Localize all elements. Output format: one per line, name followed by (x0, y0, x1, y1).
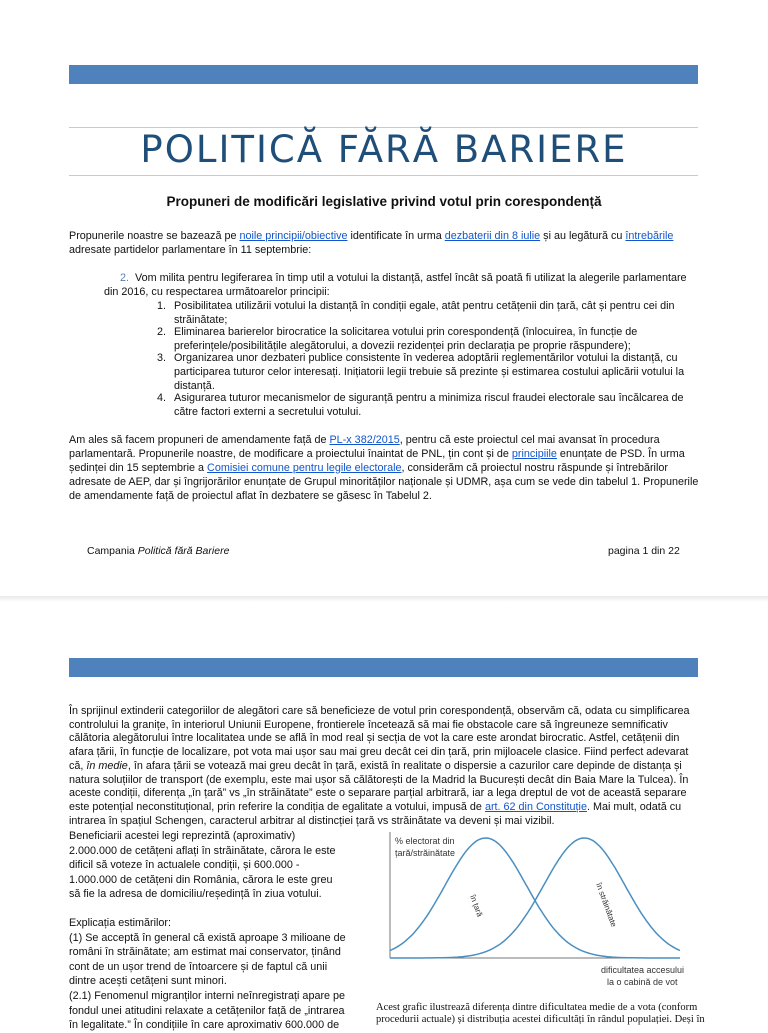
link-art-62[interactable]: art. 62 din Constituție (484, 800, 587, 813)
link-principiile[interactable]: principiile (511, 448, 557, 460)
intro-paragraph: Propunerile noastre se bazează pe noile principii/obiective identificate în urma dezbaterii din 8 iulie și au legătură cu întrebările adresate partidelor parlamentare în 11 septembrie: (69, 230, 674, 256)
list-item: 2. Eliminarea barierelor birocratice la solicitarea votului prin corespondență (înlocuirea, în funcție de preferințele/posibilitățile alegătorului, a dovezii rezidenței prin declarația pe proprie răspundere); (157, 326, 638, 352)
footer-page-number: pagina 1 din 22 (608, 545, 680, 557)
amendments-paragraph: Am ales să facem propuneri de amendamente față de PL-x 382/2015, pentru că este proiectul cel mai avansat în procedura parlamentară. Propunerile noastre, de modificare a proiectului înaintat de PNL, țin cont și de principiile enunțate de PSD. În urma ședinței din 15 septembrie a Comisiei comune pentru legile electorale, considerăm că proiectul nostru răspunde și întrebărilor adresate de AEP, dar și îngrijorărilor enunțate de Grupul minorităților naționale și UDMR, așa cum se vede din tabelul 1. Propunerile de amendamente față de proiectul aflat în dezbatere se găsesc în Tabelul 2. (69, 434, 699, 502)
distribution-chart (385, 828, 685, 1000)
title-rule-bottom (69, 175, 698, 176)
footer-campaign: Campania Politică fără Bariere (87, 545, 230, 557)
y-axis-label-line2: țară/străinătate (395, 848, 456, 858)
list-item: 3. Organizarea unor dezbateri publice consistente în vederea adoptării reglementărilor votului la distanță, cu participarea tuturor celor interesați. Inițiatorii legii trebuie să prezinte și estimarea costului aplicării votului la distanță. (157, 352, 685, 392)
list-item: 1. Posibilitatea utilizării votului la distanță în condiții egale, atât pentru cetățenii din țară, cât și pentru cei din străinătate; (157, 300, 675, 326)
series-in-strainatate-label: în străinătate (594, 881, 619, 929)
series-in-tara-label: în țară (468, 893, 485, 919)
header-bar-page2 (69, 658, 698, 677)
link-plx-382[interactable]: PL-x 382/2015 (329, 434, 400, 446)
header-bar (69, 65, 698, 84)
point-number: 2. (120, 272, 130, 284)
list-item: 4. Asigurarea tuturor mecanismelor de siguranță pentru a minimiza riscul fraudei electorale sau încălcarea de către factori externi a secretului votului. (157, 392, 684, 418)
page2-paragraph: În sprijinul extinderii categoriilor de alegători care să beneficieze de votul prin corespondență, observăm că, odata cu simplificarea controlului la granițe, în interiorul Uniunii Europene, frontierele încetează să mai fie obstacole care să îngreuneze semnificativ călătoria alegătorului între localitatea unde se află în mod real și secția de vot la care este arondat birocratic. Astfel, cetățenii din afara țării, în funcție de localizare, pot vota mai ușor sau mai greu decât cei din țară, prin mijloacele clasice. Fiind perfect adevarat că, în medie, în afara țării se votează mai greu decât în țară, există în realitate o dispersie a cazurilor care depinde de distanța și natura soluțiilor de transport (de exemplu, este mai ușor să călătorești de la Madrid la București decât din Baia Mare la Tulcea). În aceste condiții, diferența „în țară” vs „în străinătate” este o separare parțial arbitrară, iar a lega dreptul de vot de această separare este potențial neconstituțional, prin referire la condiția de egalitate a votului, impusă de art. 62 din Constituție. Mai mult, odată cu intrarea în spațiul Schengen, caracterul arbitrar al distincției țară vs străinătate va deveni și mai vizibil. (69, 705, 690, 827)
point-2: 2. Vom milita pentru legiferarea în timp util a votului la distanță, astfel încât să poată fi utilizat la alegerile parlamentare din 2016, cu respectarea următoarelor principii: (104, 272, 687, 298)
page-separator (0, 596, 768, 602)
y-axis-label-line1: % electorat din (395, 836, 455, 846)
x-axis-label-line2: la o cabină de vot (607, 977, 678, 987)
document-title: POLITICĂ FĂRĂ BARIERE (140, 128, 628, 171)
link-comisiei-comune[interactable]: Comisiei comune pentru legile electorale (207, 462, 402, 474)
x-axis-label-line1: dificultatea accesului (601, 965, 685, 975)
link-noile-principii[interactable]: noile principii/obiective (239, 230, 348, 242)
beneficiaries-column: Beneficiarii acestei legi reprezintă (aproximativ) 2.000.000 de cetățeni aflați în străinătate, cărora le este dificil să voteze în actualele condiții, și 600.000 - 1.000.000 de cetățeni din România, cărora le este greu să fie la adresa de domiciliu/reședință în ziua votului. Explicația estimărilor: (1) Se acceptă în general că există aproape 3 milioane de români în străinătate; am estimat mai conservator, ținând cont de un ușor trend de întoarcere și de faptul că unii dintre acești cetățeni sunt minori. (2.1) Fenomenul migranților interni neînregistrați apare pe fondul unei atitudini relaxate a cetățenilor față de „intrarea în legalitate.” În condițiile în care aproximativ 600.000 de (69, 830, 346, 1032)
link-intrebarile[interactable]: întrebările (625, 230, 674, 242)
document-subtitle: Propuneri de modificări legislative privind votul prin corespondență (166, 194, 602, 209)
link-dezbatere-8-iulie[interactable]: dezbaterii din 8 iulie (444, 230, 541, 242)
chart-caption: Acest grafic ilustrează diferența dintre dificultatea medie de a vota (conform procedurii actuale) și distribuția acestei dificultăți în rândul populației. Deși în (376, 1002, 705, 1025)
